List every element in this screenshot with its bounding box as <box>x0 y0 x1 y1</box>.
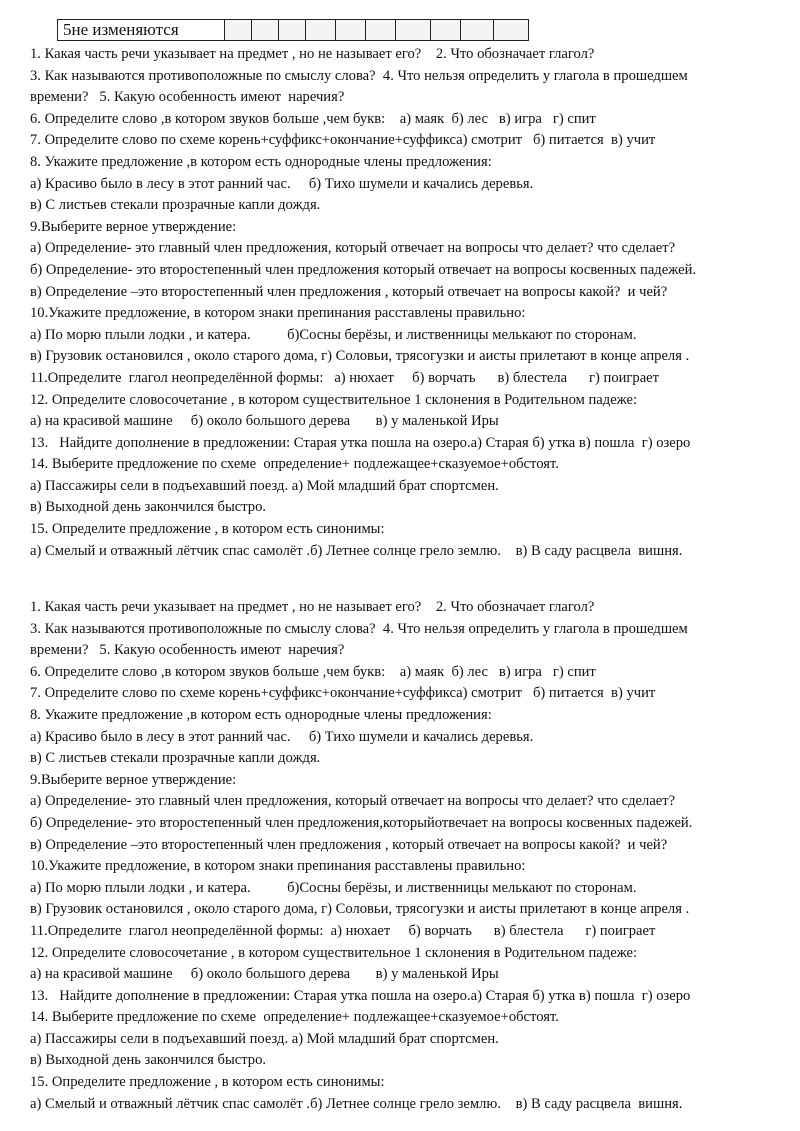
text-line: 12. Определите словосочетание , в котором существительное 1 склонения в Родительном падеже: <box>30 391 638 408</box>
text-line: 6. Определите слово ,в котором звуков больше ,чем букв: а) маяк б) лес в) игра г) спит <box>30 110 596 127</box>
text-line: 6. Определите слово ,в котором звуков больше ,чем букв: а) маяк б) лес в) игра г) спит <box>30 663 596 680</box>
text-line: в) С листьев стекали прозрачные капли дождя. <box>30 197 321 214</box>
text-line: а) По морю плыли лодки , и катера. б)Сосны берёзы, и лиственницы мелькают по сторонам. <box>30 326 637 343</box>
text-line: 8. Укажите предложение ,в котором есть однородные члены предложения: <box>30 153 492 170</box>
text-line: 8. Укажите предложение ,в котором есть однородные члены предложения: <box>30 706 492 723</box>
test-block-1 <box>30 44 795 562</box>
text-line: а) Определение- это главный член предложения, который отвечает на вопросы что делает? что сделает? <box>30 240 676 257</box>
text-line: времени? 5. Какую особенность имеют наречия? <box>30 642 345 659</box>
text-line: 10.Укажите предложение, в котором знаки препинания расставлены правильно: <box>30 858 526 875</box>
text-line: в) Грузовик остановился , около старого дома, г) Соловьи, трясогузки и аисты прилетают в конце апреля . <box>30 348 690 365</box>
empty-cell <box>252 20 279 40</box>
text-line: 12. Определите словосочетание , в котором существительное 1 склонения в Родительном падеже: <box>30 944 638 961</box>
text-line: а) Красиво было в лесу в этот ранний час. б) Тихо шумели и качались деревья. <box>30 728 534 745</box>
text-line: а) на красивой машине б) около большого дерева в) у маленькой Иры <box>30 966 499 983</box>
empty-cell <box>461 20 494 40</box>
text-line: 9.Выберите верное утверждение: <box>30 771 237 788</box>
text-line: 7. Определите слово по схеме корень+суффикс+окончание+суффикса) смотрит б) питается в) учит <box>30 685 656 702</box>
empty-cell <box>366 20 396 40</box>
text-line: 13. Найдите дополнение в предложении: Старая утка пошла на озеро.а) Старая б) утка в) пошла г) озеро <box>30 987 691 1004</box>
header-table <box>57 19 529 41</box>
text-line: 11.Определите глагол неопределённой формы: а) нюхает б) ворчать в) блестела г) поиграет <box>30 369 660 386</box>
text-line: в) Выходной день закончился быстро. <box>30 499 267 516</box>
text-line: б) Определение- это второстепенный член предложения,которыйотвечает на вопросы косвенных падежей. <box>30 814 693 831</box>
text-line: 3. Как называются противоположные по смыслу слова? 4. Что нельзя определить у глагола в прошедшем <box>30 67 688 84</box>
empty-cell <box>279 20 306 40</box>
text-line: б) Определение- это второстепенный член предложения который отвечает на вопросы косвенных падежей. <box>30 261 697 278</box>
text-line: в) Определение –это второстепенный член предложения , который отвечает на вопросы какой? и чей? <box>30 836 668 853</box>
text-line: 14. Выберите предложение по схеме определение+ подлежащее+сказуемое+обстоят. <box>30 1009 559 1026</box>
text-line: времени? 5. Какую особенность имеют наречия? <box>30 89 345 106</box>
text-line: в) Выходной день закончился быстро. <box>30 1052 267 1069</box>
header-title: 5не изменяются <box>58 20 225 40</box>
text-line: а) По морю плыли лодки , и катера. б)Сосны берёзы, и лиственницы мелькают по сторонам. <box>30 879 637 896</box>
text-line: а) Красиво было в лесу в этот ранний час. б) Тихо шумели и качались деревья. <box>30 175 534 192</box>
empty-cell <box>225 20 252 40</box>
text-line: в) Определение –это второстепенный член предложения , который отвечает на вопросы какой? и чей? <box>30 283 668 300</box>
test-block-2 <box>30 597 795 1115</box>
text-line: в) С листьев стекали прозрачные капли дождя. <box>30 750 321 767</box>
text-line: в) Грузовик остановился , около старого дома, г) Соловьи, трясогузки и аисты прилетают в конце апреля . <box>30 901 690 918</box>
text-line: 7. Определите слово по схеме корень+суффикс+окончание+суффикса) смотрит б) питается в) учит <box>30 132 656 149</box>
text-line: 1. Какая часть речи указывает на предмет , но не называет его? 2. Что обозначает глагол? <box>30 599 595 615</box>
text-line: 10.Укажите предложение, в котором знаки препинания расставлены правильно: <box>30 305 526 322</box>
text-line: а) на красивой машине б) около большого дерева в) у маленькой Иры <box>30 413 499 430</box>
text-line: 9.Выберите верное утверждение: <box>30 218 237 235</box>
text-line: а) Смелый и отважный лётчик спас самолёт .б) Летнее солнце грело землю. в) В саду расцвела вишня. <box>30 1095 683 1112</box>
text-line: а) Смелый и отважный лётчик спас самолёт .б) Летнее солнце грело землю. в) В саду расцвела вишня. <box>30 542 683 559</box>
text-line: а) Пассажиры сели в подъехавший поезд. а) Мой младший брат спортсмен. <box>30 1030 499 1047</box>
text-line: 3. Как называются противоположные по смыслу слова? 4. Что нельзя определить у глагола в прошедшем <box>30 620 688 637</box>
empty-cell <box>336 20 366 40</box>
empty-cell <box>431 20 461 40</box>
text-line: 14. Выберите предложение по схеме определение+ подлежащее+сказуемое+обстоят. <box>30 456 559 473</box>
empty-cell <box>494 20 528 40</box>
text-line: 15. Определите предложение , в котором есть синонимы: <box>30 1074 385 1091</box>
text-line: а) Пассажиры сели в подъехавший поезд. а) Мой младший брат спортсмен. <box>30 477 499 494</box>
text-line: 11.Определите глагол неопределённой формы: а) нюхает б) ворчать в) блестела г) поиграет <box>30 922 656 939</box>
text-line: 15. Определите предложение , в котором есть синонимы: <box>30 521 385 538</box>
empty-cell <box>306 20 336 40</box>
empty-cell <box>396 20 431 40</box>
text-line: а) Определение- это главный член предложения, который отвечает на вопросы что делает? что сделает? <box>30 793 676 810</box>
text-line: 1. Какая часть речи указывает на предмет , но не называет его? 2. Что обозначает глагол? <box>30 46 595 62</box>
text-line: 13. Найдите дополнение в предложении: Старая утка пошла на озеро.а) Старая б) утка в) пошла г) озеро <box>30 434 691 451</box>
